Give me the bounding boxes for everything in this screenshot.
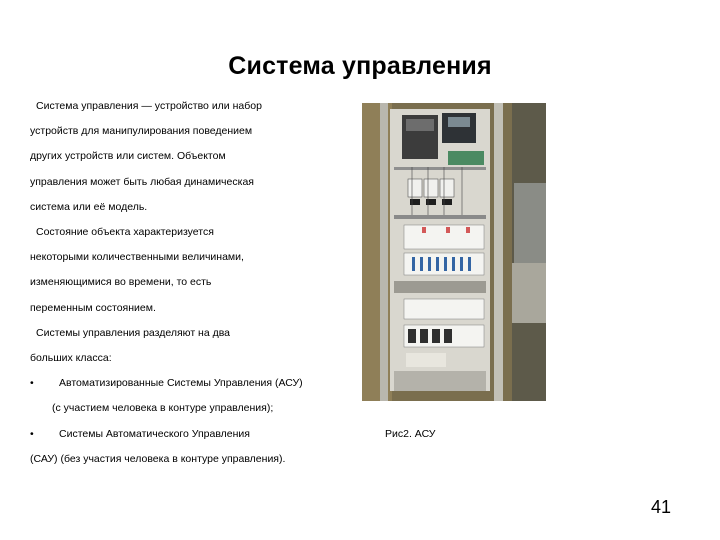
paragraph-line: устройств для манипулирования поведением (30, 125, 253, 138)
paragraph-line: управления может быть любая динамическая (30, 175, 254, 188)
paragraph-line: Состояние объекта характеризуется (36, 226, 214, 239)
bullet-marker: • (30, 377, 34, 390)
paragraph-line: Системы управления разделяют на два (36, 326, 231, 339)
paragraph-line: система или её модель. (30, 200, 148, 213)
paragraph-line: больших класса: (30, 352, 112, 365)
paragraph-line: изменяющимися во времени, то есть (30, 276, 212, 289)
paragraph-line: переменным состоянием. (30, 301, 156, 314)
bullet-continuation: (с участием человека в контуре управления); (52, 402, 274, 415)
slide-title: Система управления (228, 52, 492, 80)
paragraph-line: некоторыми количественными величинами, (30, 251, 244, 264)
paragraph-line: других устройств или систем. Объектом (30, 150, 226, 163)
bullet-item-sau (30, 422, 355, 447)
body-text (30, 94, 355, 472)
bullet-item-asu (30, 371, 355, 396)
bullet-text: Автоматизированные Системы Управления (АСУ) (59, 377, 303, 390)
control-cabinet-photo (362, 103, 546, 401)
bullet-marker: • (30, 427, 34, 440)
page-number: 41 (651, 497, 672, 517)
paragraph-line: Система управления — устройство или набор (36, 100, 262, 112)
bullet-continuation: (САУ) (без участия человека в контуре управления). (30, 452, 286, 465)
bullet-text: Системы Автоматического Управления (59, 427, 250, 440)
figure-caption: Рис2. АСУ (385, 428, 436, 440)
